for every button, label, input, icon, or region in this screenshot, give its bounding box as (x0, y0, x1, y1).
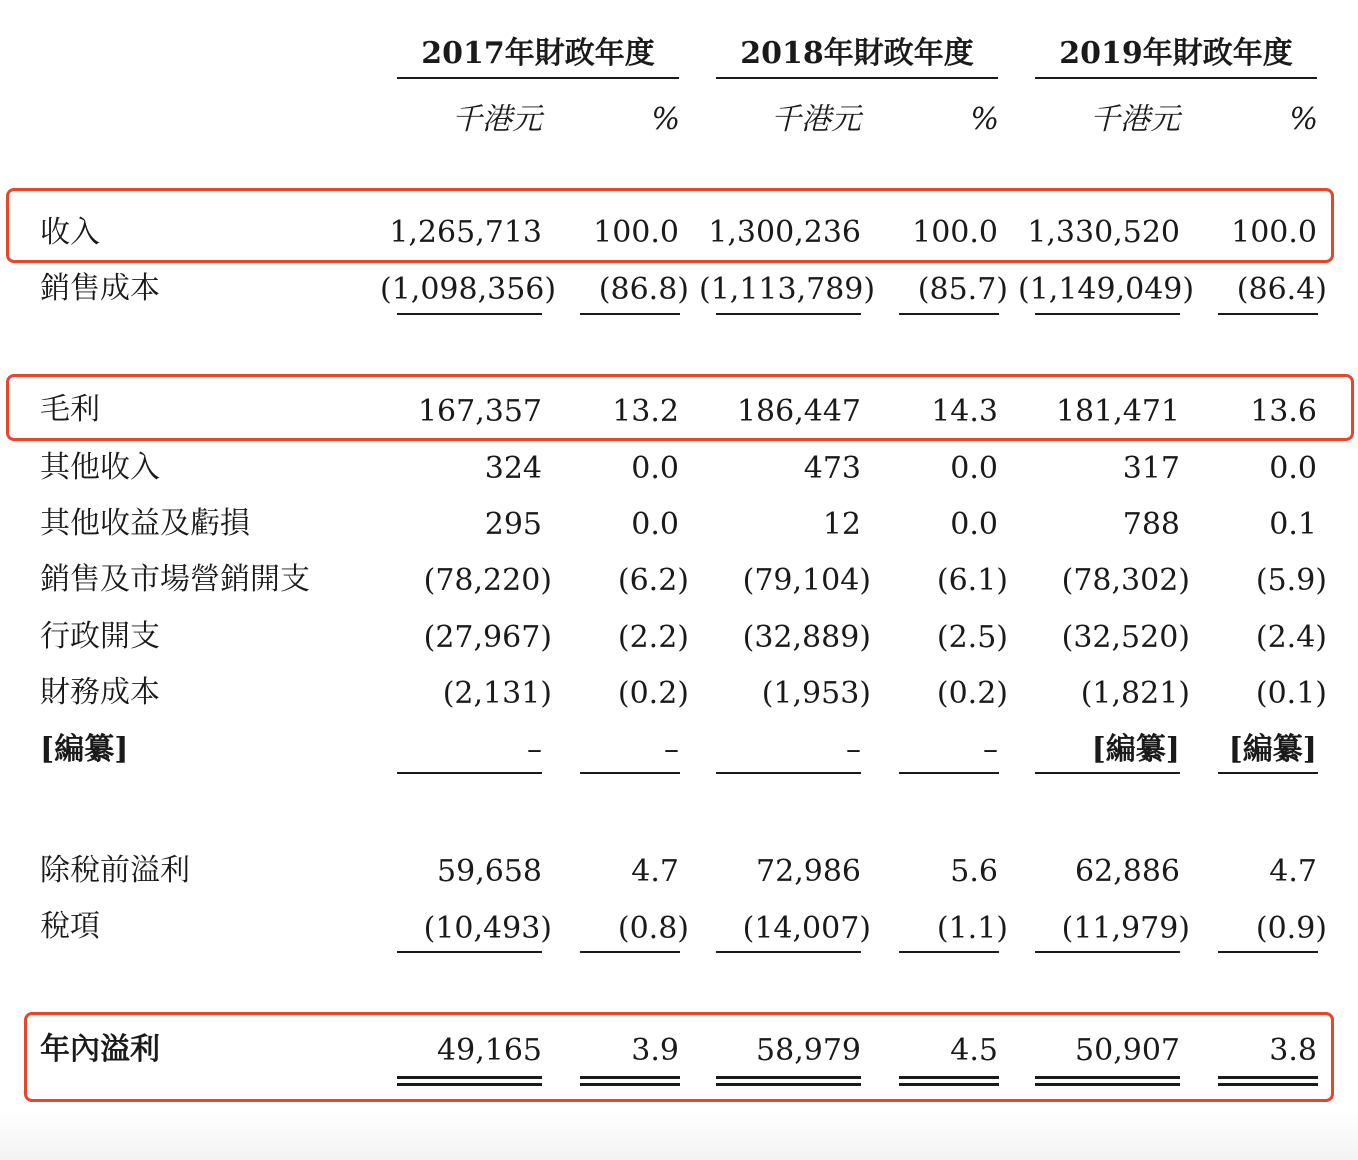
row-label-gross-profit: 毛利 (40, 392, 100, 427)
table-cell: (14,007) (742, 911, 871, 946)
row-label-finance-costs: 財務成本 (40, 675, 160, 710)
year-rule (716, 77, 998, 79)
table-cell: (5.9) (1255, 563, 1327, 598)
table-cell: 50,907 (1075, 1033, 1180, 1068)
row-label-redacted: [編纂] (40, 732, 129, 767)
unit-amount: 千港元 (771, 102, 861, 137)
subtotal-rule (1218, 313, 1318, 315)
table-cell: (2.4) (1255, 620, 1327, 655)
year-rule (397, 77, 679, 79)
table-cell: 100.0 (593, 215, 679, 250)
year-header-2018: 2018年財政年度 (740, 36, 974, 71)
table-cell: 1,265,713 (389, 215, 542, 250)
total-double-rule (1218, 1076, 1318, 1086)
table-cell: (86.4) (1236, 272, 1327, 307)
unit-pct: % (651, 102, 680, 137)
table-cell: (2.2) (617, 620, 689, 655)
table-cell: [編纂] (1091, 732, 1180, 767)
subtotal-rule (580, 772, 680, 774)
table-cell: 788 (1122, 507, 1180, 542)
table-cell: 0.0 (1269, 451, 1317, 486)
table-cell: (1,098,356) (380, 272, 557, 307)
table-cell: 100.0 (912, 215, 998, 250)
table-cell: 295 (484, 507, 542, 542)
subtotal-rule (397, 313, 542, 315)
row-label-tax: 稅項 (40, 909, 100, 944)
table-cell: 3.8 (1269, 1033, 1317, 1068)
year-rule (1035, 77, 1317, 79)
table-cell: 167,357 (417, 394, 542, 429)
table-cell: 4.5 (950, 1033, 998, 1068)
table-cell: [編纂] (1228, 732, 1317, 767)
table-cell: 4.7 (1269, 854, 1317, 889)
unit-amount: 千港元 (452, 102, 542, 137)
row-label-other-income: 其他收入 (40, 450, 160, 485)
table-cell: 473 (803, 451, 861, 486)
row-label-cost-of-sales: 銷售成本 (40, 271, 160, 306)
unit-amount: 千港元 (1090, 102, 1180, 137)
table-cell: (1,113,789) (699, 272, 876, 307)
table-cell: 49,165 (437, 1033, 542, 1068)
row-label-profit-before-tax: 除稅前溢利 (40, 853, 190, 888)
table-cell: (6.2) (617, 563, 689, 598)
table-cell: – (846, 732, 861, 767)
table-cell: (78,302) (1061, 563, 1190, 598)
table-cell: 0.0 (631, 451, 679, 486)
table-cell: (32,889) (742, 620, 871, 655)
table-cell: 181,471 (1055, 394, 1180, 429)
table-cell: (86.8) (598, 272, 689, 307)
table-cell: (11,979) (1061, 911, 1190, 946)
table-cell: 58,979 (756, 1033, 861, 1068)
table-cell: 324 (484, 451, 542, 486)
row-label-revenue: 收入 (40, 215, 100, 250)
table-cell: (0.2) (617, 676, 689, 711)
subtotal-rule (899, 772, 999, 774)
subtotal-rule (716, 951, 861, 953)
table-cell: 59,658 (437, 854, 542, 889)
subtotal-rule (716, 772, 861, 774)
table-cell: 0.0 (631, 507, 679, 542)
table-cell: (1.1) (936, 911, 1008, 946)
table-cell: (0.2) (936, 676, 1008, 711)
table-cell: (1,149,049) (1018, 272, 1195, 307)
subtotal-rule (899, 313, 999, 315)
total-double-rule (397, 1076, 542, 1086)
subtotal-rule (1218, 772, 1318, 774)
row-label-profit-for-year: 年內溢利 (40, 1032, 160, 1067)
subtotal-rule (580, 313, 680, 315)
subtotal-rule (397, 951, 542, 953)
table-cell: – (664, 732, 679, 767)
table-cell: 100.0 (1231, 215, 1317, 250)
subtotal-rule (1218, 951, 1318, 953)
table-cell: 3.9 (631, 1033, 679, 1068)
table-cell: 5.6 (950, 854, 998, 889)
table-cell: 0.1 (1269, 507, 1317, 542)
table-cell: 1,300,236 (708, 215, 861, 250)
total-double-rule (580, 1076, 680, 1086)
year-header-2017: 2017年財政年度 (421, 36, 655, 71)
table-cell: (79,104) (742, 563, 871, 598)
table-cell: (10,493) (423, 911, 552, 946)
unit-pct: % (1289, 102, 1318, 137)
total-double-rule (716, 1076, 861, 1086)
table-cell: (85.7) (917, 272, 1008, 307)
total-double-rule (899, 1076, 999, 1086)
table-cell: (0.9) (1255, 911, 1327, 946)
subtotal-rule (716, 313, 861, 315)
table-cell: 62,886 (1075, 854, 1180, 889)
total-double-rule (1035, 1076, 1180, 1086)
table-cell: (2.5) (936, 620, 1008, 655)
subtotal-rule (1035, 772, 1180, 774)
table-cell: (78,220) (423, 563, 552, 598)
table-cell: 1,330,520 (1027, 215, 1180, 250)
page-bottom-shade (0, 1110, 1358, 1160)
table-cell: (27,967) (423, 620, 552, 655)
row-label-admin-expenses: 行政開支 (40, 619, 160, 654)
table-cell: 0.0 (950, 451, 998, 486)
table-cell: (0.8) (617, 911, 689, 946)
table-cell: 186,447 (736, 394, 861, 429)
table-cell: 14.3 (931, 394, 998, 429)
year-header-2019: 2019年財政年度 (1059, 36, 1293, 71)
row-label-other-gains-losses: 其他收益及虧損 (40, 506, 250, 541)
table-cell: 13.2 (612, 394, 679, 429)
table-cell: – (527, 732, 542, 767)
table-cell: (1,821) (1080, 676, 1190, 711)
row-label-selling-marketing: 銷售及市場營銷開支 (40, 562, 310, 597)
table-cell: 13.6 (1250, 394, 1317, 429)
subtotal-rule (899, 951, 999, 953)
table-cell: (6.1) (936, 563, 1008, 598)
table-cell: 0.0 (950, 507, 998, 542)
table-cell: 317 (1122, 451, 1180, 486)
table-cell: 12 (822, 507, 861, 542)
table-cell: – (983, 732, 998, 767)
table-cell: (2,131) (442, 676, 552, 711)
subtotal-rule (1035, 951, 1180, 953)
table-cell: (32,520) (1061, 620, 1190, 655)
table-cell: 72,986 (756, 854, 861, 889)
subtotal-rule (580, 951, 680, 953)
subtotal-rule (397, 772, 542, 774)
subtotal-rule (1035, 313, 1180, 315)
table-cell: (0.1) (1255, 676, 1327, 711)
table-cell: 4.7 (631, 854, 679, 889)
table-cell: (1,953) (761, 676, 871, 711)
unit-pct: % (970, 102, 999, 137)
